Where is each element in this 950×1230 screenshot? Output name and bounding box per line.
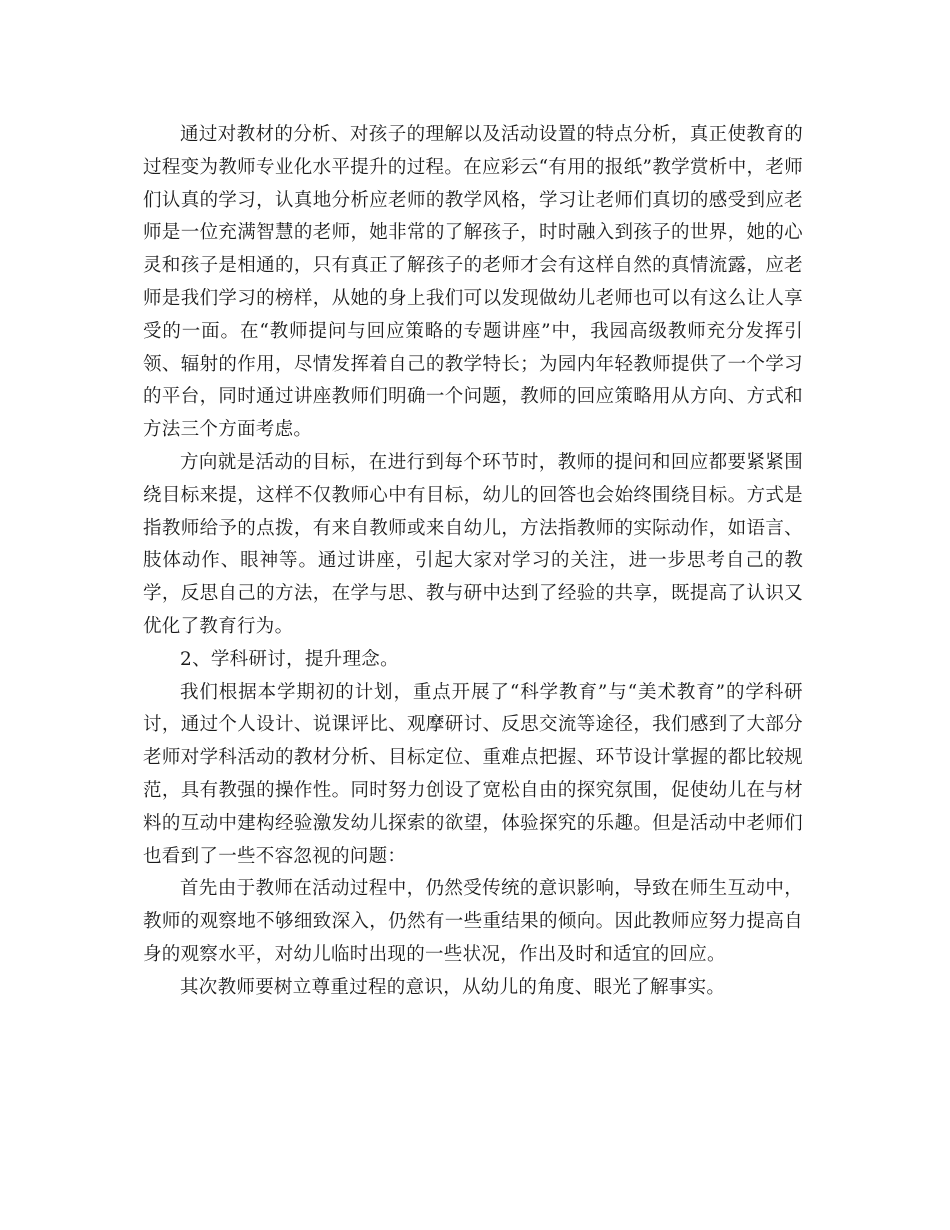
paragraph-semester-plan: 我们根据本学期初的计划，重点开展了“科学教育”与“美术教育”的学科研讨，通过个人设计、说课评比、观摩研讨、反思交流等途径，我们感到了大部分老师对学科活动的教材分析、目标定位、重难点把握、环节设计掌握的都比较规范，具有教强的操作性。同时努力创设了宽松自由的探究氛围，促使幼儿在与材料的互动中建构经验激发幼儿探索的欲望，体验探究的乐趣。但是活动中老师们也看到了一些不容忽视的问题： (143, 681, 803, 867)
document-body (143, 119, 803, 1005)
section-heading-subject-seminar: 2、学科研讨，提升理念。 (180, 648, 399, 670)
paragraph-first-issue: 首先由于教师在活动过程中，仍然受传统的意识影响，导致在师生互动中，教师的观察地不够细致深入，仍然有一些重结果的倾向。因此教师应努力提高自身的观察水平，对幼儿临时出现的一些状况，作出及时和适宜的回应。 (143, 878, 803, 965)
paragraph-second-issue: 其次教师要树立尊重过程的意识，从幼儿的角度、眼光了解事实。 (180, 976, 726, 998)
paragraph-direction-goal: 方向就是活动的目标，在进行到每个环节时，教师的提问和回应都要紧紧围绕目标来提，这样不仅教师心中有目标，幼儿的回答也会始终围绕目标。方式是指教师给予的点拨，有来自教师或来自幼儿，方法指教师的实际动作，如语言、肢体动作、眼神等。通过讲座，引起大家对学习的关注，进一步思考自己的教学，反思自己的方法，在学与思、教与研中达到了经验的共享，既提高了认识又优化了教育行为。 (143, 451, 803, 637)
paragraph-textbook-analysis: 通过对教材的分析、对孩子的理解以及活动设置的特点分析，真正使教育的过程变为教师专业化水平提升的过程。在应彩云“有用的报纸”教学赏析中，老师们认真的学习，认真地分析应老师的教学风格，学习让老师们真切的感受到应老师是一位充满智慧的老师，她非常的了解孩子，时时融入到孩子的世界，她的心灵和孩子是相通的，只有真正了解孩子的老师才会有这样自然的真情流露，应老师是我们学习的榜样，从她的身上我们可以发现做幼儿老师也可以有这么让人享受的一面。在“教师提问与回应策略的专题讲座”中，我园高级教师充分发挥引领、辐射的作用，尽情发挥着自己的教学特长；为园内年轻教师提供了一个学习的平台，同时通过讲座教师们明确一个问题，教师的回应策略用从方向、方式和方法三个方面考虑。 (143, 124, 803, 441)
